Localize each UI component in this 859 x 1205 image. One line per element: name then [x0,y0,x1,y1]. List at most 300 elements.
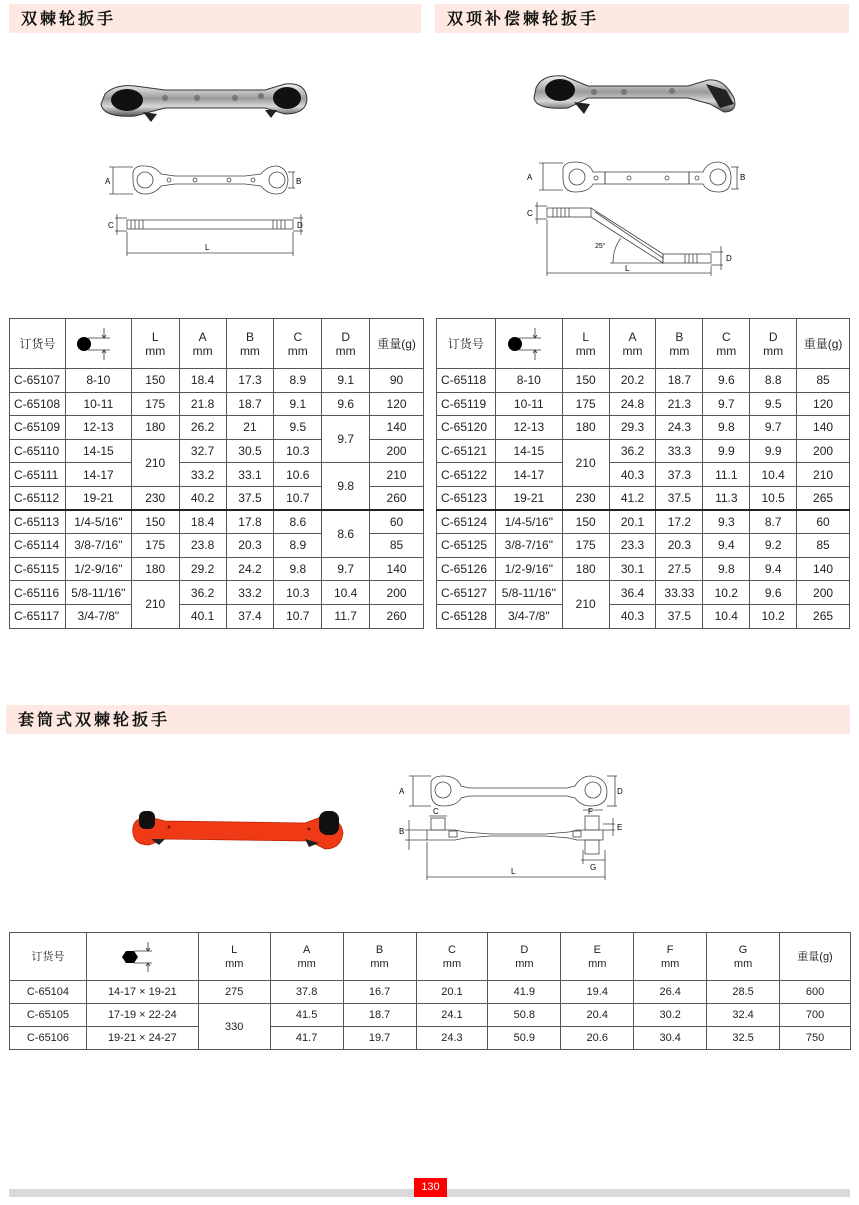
table-cell: 19-21 × 24-27 [86,1027,198,1050]
table-cell: 140 [370,557,424,581]
table-cell: 16.7 [343,981,416,1004]
table-cell: 210 [562,581,609,628]
table-cell: 210 [562,439,609,486]
table-cell: C-65123 [437,486,496,510]
header-label: mm [661,957,680,970]
table-cell: C-65108 [10,392,66,416]
table-cell: 10.2 [750,604,797,628]
table-cell: 14-17 [65,463,131,487]
header-label: mm [287,343,308,358]
header-b [656,319,703,369]
header-label: mm [145,343,166,358]
header-label: mm [515,957,534,970]
dim-label-c: C [433,807,439,816]
table-cell: 20.3 [656,534,703,558]
table-row [10,604,424,628]
dim-label-f: F [588,807,593,816]
table-cell: 19-21 [495,486,562,510]
header-label: B [375,943,384,956]
table-cell: 30.4 [634,1027,707,1050]
header-c [703,319,750,369]
dim-label-g: G [590,863,597,872]
table-row [437,510,850,534]
table-cell: 1/4-5/16" [495,510,562,534]
section-title-offset-ratchet-wrench: 双项补偿棘轮扳手 [435,4,849,33]
table-cell: 40.2 [179,486,226,510]
wrench-drawing-straight [105,160,305,260]
table-cell: C-65114 [10,534,66,558]
header-label: D [341,329,350,344]
table-cell: 10.2 [703,581,750,605]
table-cell: 330 [198,1004,270,1050]
table-cell: 275 [198,981,270,1004]
header-label: A [198,329,207,344]
table-cell: 28.5 [707,981,780,1004]
table-cell: 9.1 [322,369,370,393]
table-cell: 8.6 [322,510,370,557]
header-label: L [151,329,159,344]
table-row [437,486,850,510]
table-cell: 10.3 [274,581,322,605]
table-cell: 33.3 [656,439,703,463]
table-cell: 32.4 [707,1004,780,1027]
header-label: mm [297,957,316,970]
table-cell: 30.5 [226,439,274,463]
dim-label-b: B [399,827,405,836]
table-cell: 8.9 [274,534,322,558]
table-cell: 50.9 [488,1027,561,1050]
table-row [10,369,424,393]
table-cell: 9.1 [274,392,322,416]
table-cell: C-65110 [10,439,66,463]
table-cell: 210 [131,439,179,486]
table-cell: 150 [131,510,179,534]
table-cell: 200 [370,439,424,463]
header-label: A [302,943,311,956]
table-cell: 19-21 [65,486,131,510]
table-cell: 9.7 [703,392,750,416]
table-cell: C-65116 [10,581,66,605]
header-d [322,319,370,369]
table-cell: 9.6 [322,392,370,416]
table-cell: 180 [562,416,609,440]
header-label: mm [622,343,643,358]
table-cell: 9.6 [750,581,797,605]
header-g [707,933,780,981]
table-cell: 24.3 [656,416,703,440]
header-label: C [447,943,456,956]
table-row [437,557,850,581]
table-cell: 14-17 × 19-21 [86,981,198,1004]
table-cell: 11.3 [703,486,750,510]
table-cell: 120 [797,392,850,416]
table-cell: 230 [562,486,609,510]
table-cell: 40.1 [179,604,226,628]
header-weight: 重量(g) [797,319,850,369]
table-cell: 24.2 [226,557,274,581]
table-cell: 3/8-7/16" [495,534,562,558]
dim-label-b: B [296,177,302,186]
angle-label: 25° [595,243,606,250]
table-cell: 37.5 [656,604,703,628]
table-cell: 14-15 [65,439,131,463]
header-l [198,933,270,981]
table-row [437,463,850,487]
table-cell: 90 [370,369,424,393]
table-cell: 175 [131,534,179,558]
table-cell: 8.6 [274,510,322,534]
table-cell: 17.3 [226,369,274,393]
table-cell: C-65113 [10,510,66,534]
round-socket-size-icon [74,326,122,362]
header-label: mm [575,343,596,358]
table-row [10,1027,851,1050]
header-d [750,319,797,369]
table-row [10,392,424,416]
table-header-row [10,319,424,369]
wrench-drawing-socket [395,772,625,884]
table-row [10,981,851,1004]
table-cell: 9.4 [703,534,750,558]
table-cell: 20.3 [226,534,274,558]
table-cell: 20.6 [561,1027,634,1050]
table-cell: 23.8 [179,534,226,558]
table-cell: 10.5 [750,486,797,510]
header-label: A [628,329,637,344]
dim-label-b: B [740,173,746,182]
header-label: mm [733,957,753,970]
table-cell: 29.2 [179,557,226,581]
header-label: mm [763,343,784,358]
table-cell: 14-17 [495,463,562,487]
table-cell: 10.4 [750,463,797,487]
table-cell: C-65121 [437,439,496,463]
header-a [609,319,656,369]
table-cell: 140 [370,416,424,440]
table-cell: 19.4 [561,981,634,1004]
table-cell: C-65124 [437,510,496,534]
table-cell: 10.4 [322,581,370,605]
table-cell: C-65105 [10,1004,87,1027]
table-cell: 30.2 [634,1004,707,1027]
table-row [437,439,850,463]
table-cell: 1/2-9/16" [495,557,562,581]
header-label: mm [716,343,737,358]
table-row [10,1004,851,1027]
table-cell: 20.1 [416,981,488,1004]
table-cell: C-65106 [10,1027,87,1050]
table-cell: 9.8 [703,557,750,581]
table-cell: C-65127 [437,581,496,605]
table-cell: 5/8-11/16" [495,581,562,605]
table-row [437,604,850,628]
table-cell: 41.7 [270,1027,343,1050]
table-cell: 85 [370,534,424,558]
table-cell: 40.3 [609,463,656,487]
header-b [343,933,416,981]
dim-label-d: D [617,787,623,796]
table-cell: 10-11 [495,392,562,416]
table-cell: 9.4 [750,557,797,581]
header-label: D [768,329,778,344]
table-cell: C-65122 [437,463,496,487]
table-cell: 120 [370,392,424,416]
table-cell: 9.8 [703,416,750,440]
table-cell: 36.4 [609,581,656,605]
table-cell: 265 [797,604,850,628]
dim-label-d: D [726,254,732,263]
table-cell: 175 [131,392,179,416]
table-cell: 10-11 [65,392,131,416]
table-cell: 9.3 [703,510,750,534]
header-label: mm [370,957,389,970]
table-cell: 26.4 [634,981,707,1004]
table-cell: 210 [797,463,850,487]
table-cell: C-65120 [437,416,496,440]
table-cell: 180 [131,557,179,581]
header-l [131,319,179,369]
table-cell: 175 [562,392,609,416]
header-label: G [738,943,748,956]
header-label: mm [588,957,607,970]
header-label: C [293,329,303,344]
table-cell: C-65107 [10,369,66,393]
table-cell: 750 [780,1027,851,1050]
table-cell: 20.2 [609,369,656,393]
table-cell: C-65112 [10,486,66,510]
table-cell: 85 [797,369,850,393]
section-title-socket-ratchet-wrench: 套筒式双棘轮扳手 [6,705,850,734]
table-cell: 9.5 [750,392,797,416]
table-cell: 18.4 [179,369,226,393]
spec-table-socket-ratchet [9,932,851,1050]
dim-label-l: L [205,243,210,252]
table-cell: 24.8 [609,392,656,416]
table-cell: 18.7 [343,1004,416,1027]
table-cell: C-65109 [10,416,66,440]
table-cell: 210 [370,463,424,487]
table-cell: 230 [131,486,179,510]
header-label: C [721,329,731,344]
section-title-double-ratchet-wrench: 双棘轮扳手 [9,4,421,33]
table-cell: 265 [797,486,850,510]
table-cell: 11.1 [703,463,750,487]
header-label: mm [225,957,244,970]
header-c [416,933,488,981]
table-cell: 260 [370,486,424,510]
dim-label-a: A [527,173,533,182]
table-cell: 21.8 [179,392,226,416]
table-row [437,581,850,605]
table-cell: 9.8 [274,557,322,581]
table-cell: 1/2-9/16" [65,557,131,581]
dim-label-c: C [108,221,114,230]
table-cell: 175 [562,534,609,558]
table-cell: 9.6 [703,369,750,393]
hex-socket-size-icon [118,940,166,974]
table-cell: 17.8 [226,510,274,534]
table-cell: 41.9 [488,981,561,1004]
table-cell: 12-13 [495,416,562,440]
table-cell: 20.1 [609,510,656,534]
table-cell: 21 [226,416,274,440]
dim-label-l: L [511,867,516,876]
table-cell: C-65111 [10,463,66,487]
table-cell: 9.7 [750,416,797,440]
table-cell: 10.6 [274,463,322,487]
table-row [437,416,850,440]
table-header-row [437,319,850,369]
table-row [10,416,424,440]
table-cell: 37.4 [226,604,274,628]
dim-label-c: C [527,209,533,218]
table-cell: 21.3 [656,392,703,416]
table-cell: 10.4 [703,604,750,628]
header-label: B [245,329,254,344]
header-order-no: 订货号 [10,319,66,369]
table-cell: 19.7 [343,1027,416,1050]
table-cell: C-65115 [10,557,66,581]
table-cell: 36.2 [179,581,226,605]
dim-label-l: L [625,264,630,273]
table-cell: 10.3 [274,439,322,463]
table-cell: 41.5 [270,1004,343,1027]
header-c [274,319,322,369]
table-cell: C-65117 [10,604,66,628]
table-cell: 8-10 [495,369,562,393]
table-cell: 3/4-7/8" [65,604,131,628]
header-label: F [666,943,674,956]
table-cell: 37.8 [270,981,343,1004]
table-cell: 200 [797,581,850,605]
table-cell: 17-19 × 22-24 [86,1004,198,1027]
table-cell: 12-13 [65,416,131,440]
table-cell: 20.4 [561,1004,634,1027]
table-cell: 27.5 [656,557,703,581]
table-cell: 210 [131,581,179,628]
table-cell: 8.7 [750,510,797,534]
header-weight: 重量(g) [780,933,851,981]
table-cell: 3/4-7/8" [495,604,562,628]
spec-table-offset-ratchet [436,318,850,629]
table-cell: 10.7 [274,604,322,628]
spec-table-double-ratchet [9,318,424,629]
table-cell: 200 [797,439,850,463]
round-socket-size-icon [505,326,553,362]
table-cell: 600 [780,981,851,1004]
table-row [10,581,424,605]
table-cell: 40.3 [609,604,656,628]
header-b [226,319,274,369]
table-cell: 3/8-7/16" [65,534,131,558]
table-row [10,557,424,581]
table-cell: 41.2 [609,486,656,510]
header-label: mm [669,343,690,358]
table-cell: 14-15 [495,439,562,463]
header-f [634,933,707,981]
table-cell: 9.9 [750,439,797,463]
table-cell: 9.7 [322,416,370,463]
table-cell: C-65104 [10,981,87,1004]
table-cell: 18.7 [656,369,703,393]
table-cell: 140 [797,557,850,581]
table-cell: C-65119 [437,392,496,416]
header-size-icon [86,933,198,981]
header-d [488,933,561,981]
table-cell: 180 [131,416,179,440]
table-cell: 260 [370,604,424,628]
table-cell: 24.1 [416,1004,488,1027]
dim-label-d: D [297,221,303,230]
wrench-drawing-offset [525,158,750,283]
table-cell: 85 [797,534,850,558]
dim-label-a: A [399,787,405,796]
table-cell: 5/8-11/16" [65,581,131,605]
table-cell: 37.5 [656,486,703,510]
table-cell: 8.9 [274,369,322,393]
wrench-photo-straight [95,78,315,128]
table-cell: 17.2 [656,510,703,534]
header-label: mm [442,957,462,970]
header-size-icon [65,319,131,369]
header-label: mm [192,343,213,358]
table-cell: C-65125 [437,534,496,558]
page-number: 130 [414,1178,447,1197]
dim-label-a: A [105,177,111,186]
table-cell: 23.3 [609,534,656,558]
header-e [561,933,634,981]
table-cell: 10.7 [274,486,322,510]
header-order-no: 订货号 [10,933,87,981]
table-cell: 32.7 [179,439,226,463]
header-l [562,319,609,369]
table-row [437,392,850,416]
table-cell: 33.1 [226,463,274,487]
table-cell: 33.33 [656,581,703,605]
header-label: mm [335,343,356,358]
table-cell: 60 [797,510,850,534]
table-row [437,369,850,393]
table-cell: 8.8 [750,369,797,393]
header-order-no: 订货号 [437,319,496,369]
table-cell: 700 [780,1004,851,1027]
table-cell: 24.3 [416,1027,488,1050]
table-cell: 37.3 [656,463,703,487]
table-cell: 29.3 [609,416,656,440]
table-cell: 9.8 [322,463,370,510]
header-size-icon [495,319,562,369]
table-cell: C-65128 [437,604,496,628]
table-header-row [10,933,851,981]
header-label: E [593,943,601,956]
table-row [10,463,424,487]
header-label: L [231,943,238,956]
table-cell: 150 [562,510,609,534]
table-cell: 9.2 [750,534,797,558]
table-cell: 33.2 [226,581,274,605]
table-cell: C-65118 [437,369,496,393]
table-cell: 18.7 [226,392,274,416]
table-row [437,534,850,558]
header-a [270,933,343,981]
table-cell: 9.9 [703,439,750,463]
table-cell: 180 [562,557,609,581]
table-row [10,510,424,534]
table-cell: 150 [131,369,179,393]
table-cell: 140 [797,416,850,440]
table-cell: 8-10 [65,369,131,393]
table-cell: 60 [370,510,424,534]
